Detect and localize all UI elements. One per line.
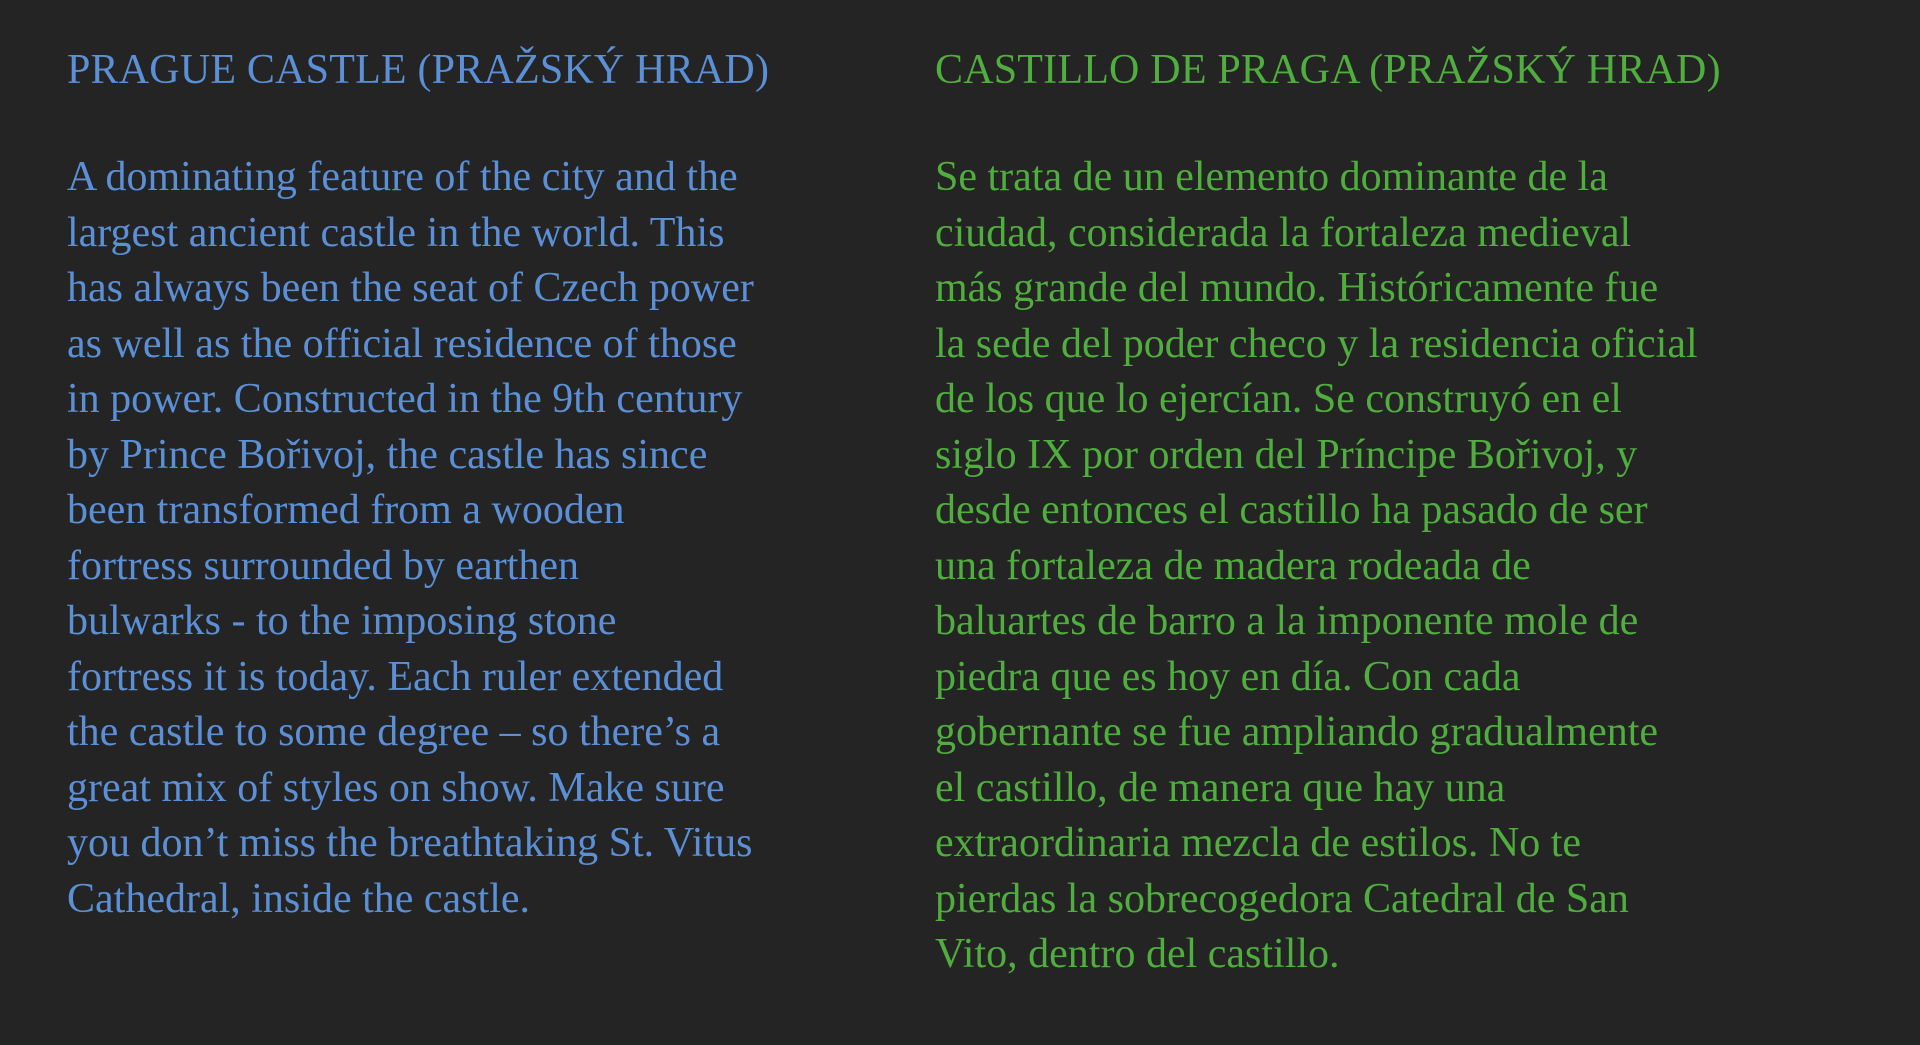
english-line: great mix of styles on show. Make sure — [67, 764, 725, 811]
spanish-line: la sede del poder checo y la residencia oficial — [935, 320, 1698, 367]
english-line: bulwarks - to the imposing stone — [67, 598, 617, 644]
spanish-line: gobernante se fue ampliando gradualmente — [935, 709, 1659, 755]
english-line: fortress it is today. Each ruler extended — [67, 653, 724, 700]
spanish-line: Se trata de un elemento dominante de la — [935, 154, 1608, 200]
english-paragraph — [67, 150, 907, 927]
spanish-line: ciudad, considerada la fortaleza medieval — [935, 209, 1632, 256]
spanish-heading: CASTILLO DE PRAGA (PRAŽSKÝ HRAD) — [935, 47, 1721, 93]
english-line: has always been the seat of Czech power — [67, 265, 754, 311]
spanish-line: el castillo, de manera que hay una — [935, 764, 1506, 811]
english-line: largest ancient castle in the world. This — [67, 209, 725, 256]
english-line: as well as the official residence of those — [67, 320, 737, 367]
english-line: you don’t miss the breathtaking St. Vitus — [67, 820, 753, 866]
english-line: in power. Constructed in the 9th century — [67, 376, 743, 422]
spanish-line: desde entonces el castillo ha pasado de ser — [935, 487, 1648, 533]
english-line: the castle to some degree – so there’s a — [67, 709, 721, 755]
english-line: Cathedral, inside the castle. — [67, 875, 531, 922]
spanish-line: pierdas la sobrecogedora Catedral de San — [935, 875, 1629, 922]
spanish-line: una fortaleza de madera rodeada de — [935, 542, 1531, 589]
spanish-paragraph — [935, 150, 1855, 983]
spanish-line: piedra que es hoy en día. Con cada — [935, 653, 1521, 700]
english-heading: PRAGUE CASTLE (PRAŽSKÝ HRAD) — [67, 47, 770, 93]
spanish-line: baluartes de barro a la imponente mole de — [935, 598, 1639, 644]
spanish-line: Vito, dentro del castillo. — [935, 931, 1340, 977]
spanish-column — [935, 40, 1855, 983]
english-column — [67, 40, 907, 927]
spanish-line: más grande del mundo. Históricamente fue — [935, 265, 1659, 311]
english-line: been transformed from a wooden — [67, 487, 625, 533]
spanish-line: extraordinaria mezcla de estilos. No te — [935, 820, 1582, 866]
spanish-line: siglo IX por orden del Príncipe Bořivoj, y — [935, 431, 1638, 478]
english-line: A dominating feature of the city and the — [67, 154, 738, 200]
spanish-line: de los que lo ejercían. Se construyó en el — [935, 376, 1622, 422]
english-line: by Prince Bořivoj, the castle has since — [67, 431, 708, 478]
english-line: fortress surrounded by earthen — [67, 542, 579, 589]
